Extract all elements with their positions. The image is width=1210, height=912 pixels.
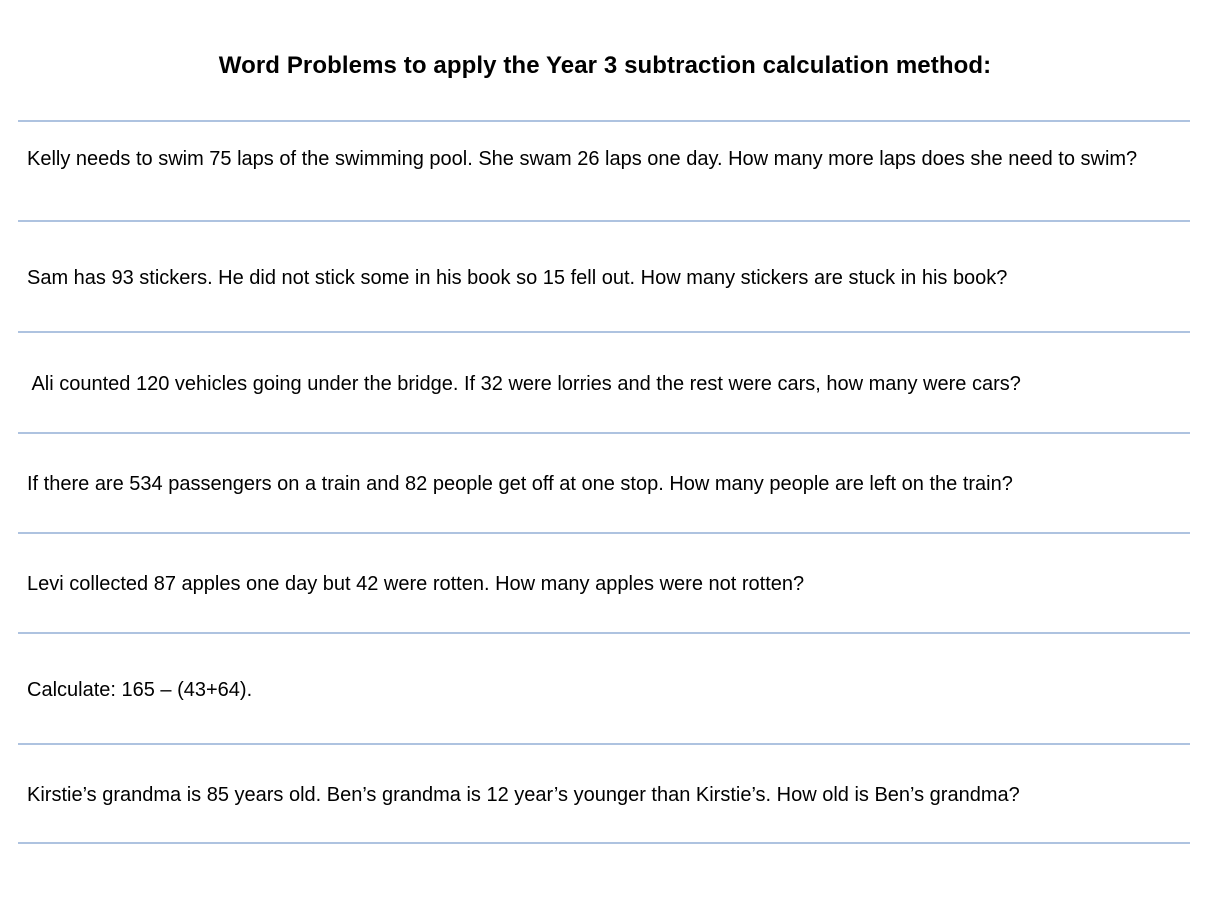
divider-line	[18, 632, 1190, 634]
problem-7: Kirstie’s grandma is 85 years old. Ben’s grandma is 12 year’s younger than Kirstie’s. How old is Ben’s grandma?	[27, 784, 1020, 806]
problem-5: Levi collected 87 apples one day but 42 were rotten. How many apples were not rotten?	[27, 573, 805, 595]
divider-line	[18, 120, 1190, 122]
page-title: Word Problems to apply the Year 3 subtraction calculation method:	[218, 52, 992, 79]
divider-line	[18, 220, 1190, 222]
problem-6: Calculate: 165 – (43+64).	[27, 679, 253, 701]
divider-line	[18, 432, 1190, 434]
problem-3: Ali counted 120 vehicles going under the bridge. If 32 were lorries and the rest were cars, how many were cars?	[27, 373, 1021, 395]
problem-1: Kelly needs to swim 75 laps of the swimming pool. She swam 26 laps one day. How many more laps does she need to swim?	[27, 148, 1138, 170]
divider-line	[18, 532, 1190, 534]
problem-4: If there are 534 passengers on a train and 82 people get off at one stop. How many people are left on the train?	[27, 473, 1013, 495]
divider-line	[18, 331, 1190, 333]
problem-2: Sam has 93 stickers. He did not stick some in his book so 15 fell out. How many stickers are stuck in his book?	[27, 267, 1008, 289]
divider-line	[18, 842, 1190, 844]
divider-line	[18, 743, 1190, 745]
